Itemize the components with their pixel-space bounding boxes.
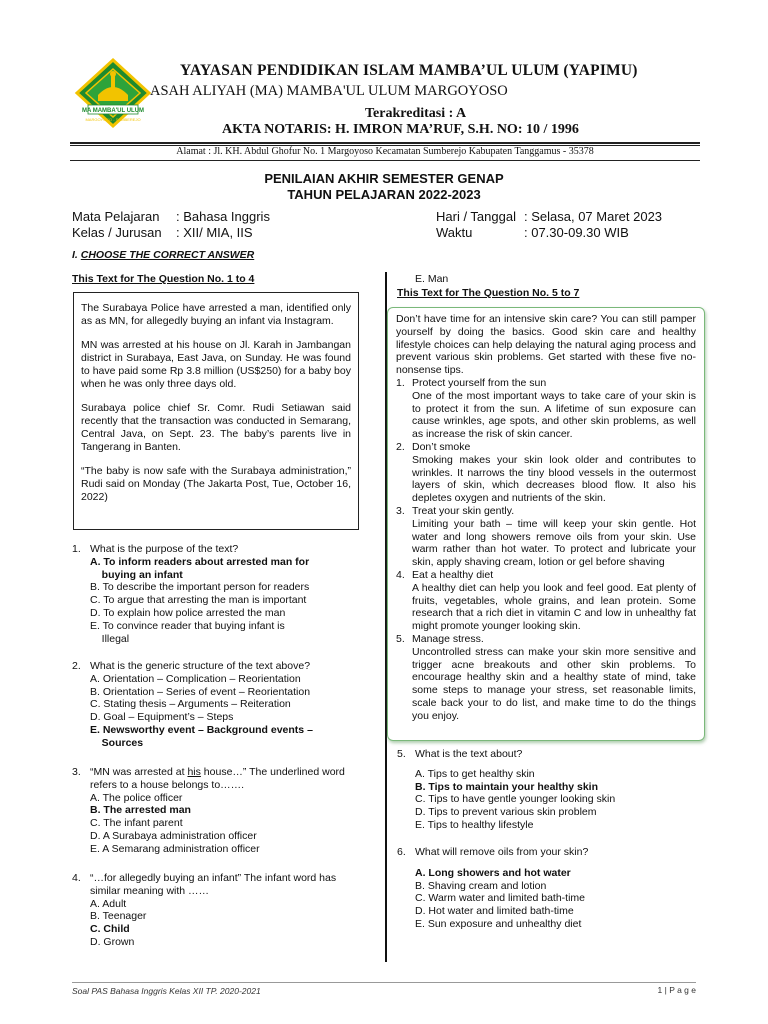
option: E. To convince reader that buying infant is: [90, 619, 285, 632]
option: A. Long showers and hot water: [415, 866, 571, 879]
class-label: Kelas / Jurusan: [72, 225, 162, 240]
option-carryover: E. Man: [415, 273, 449, 285]
option: D. To explain how police arrested the man: [90, 606, 286, 619]
tip-item: [396, 441, 696, 505]
tip-item: [396, 377, 696, 441]
school-logo-icon: [74, 57, 152, 129]
tip-item: [396, 569, 696, 633]
divider: [70, 142, 700, 144]
tip-title: Eat a healthy diet: [412, 568, 494, 581]
tip-body: A healthy diet can help you look and feel good. Eat plenty of fruits, vegetables, whole grains, and lean protein. Some research that a rich diet in vitamin C and low in unhealthy fat might promote younger looking skin.: [412, 581, 696, 633]
school-address: Alamat : Jl. KH. Abdul Ghofur No. 1 Margoyoso Kecamatan Sumberejo Kabupaten Tanggamus - 35378: [176, 146, 594, 157]
question-stem: [90, 766, 362, 792]
option: B. Teenager: [90, 910, 147, 923]
underlined-word: his: [187, 766, 201, 778]
option: C. The infant parent: [90, 817, 183, 830]
option: D. Goal – Equipment’s – Steps: [90, 711, 234, 724]
option: B. Shaving cream and lotion: [415, 879, 547, 892]
svg-text:MA MAMBA'UL ULUM: MA MAMBA'UL ULUM: [81, 108, 145, 114]
option: A. The police officer: [90, 791, 183, 804]
tip-item: [396, 505, 696, 569]
section-prefix: I.: [72, 249, 81, 261]
text1-heading: This Text for The Question No. 1 to 4: [72, 273, 255, 285]
option: C. Stating thesis – Arguments – Reiteration: [90, 698, 291, 711]
exam-title: PENILAIAN AKHIR SEMESTER GENAP: [264, 171, 504, 186]
stem-part: house…” The underlined word refers to a house belongs to…….: [90, 766, 345, 791]
option: E. A Semarang administration officer: [90, 842, 260, 855]
option: A. Adult: [90, 897, 127, 910]
option: A. Orientation – Complication – Reorientation: [90, 672, 301, 685]
tip-body: One of the most important ways to take care of your skin is to protect it from the sun. A lifetime of sun exposure can cause wrinkles, age spots, and other skin problems, as well as increase the risk of skin cancer.: [412, 389, 696, 441]
text1-paragraph: Surabaya police chief Sr. Comr. Rudi Setiawan said recently that the transaction was conducted in Semarang, Central Java, on Sept. 23. The baby’s parents live in Tangerang in Banten.: [81, 402, 351, 453]
question-number: 3.: [72, 766, 81, 778]
time-value: : 07.30-09.30 WIB: [524, 225, 629, 240]
section-heading: [72, 249, 254, 261]
page-number: 1 | P a g e: [657, 985, 696, 995]
option: E. Tips to healthy lifestyle: [415, 818, 534, 831]
option: D. Hot water and limited bath-time: [415, 905, 574, 918]
question-stem: “…for allegedly buying an infant” The infant word has similar meaning with ……: [90, 872, 337, 897]
option: buying an infant: [90, 568, 183, 581]
option: C. To argue that arresting the man is important: [90, 594, 307, 607]
tip-title: Protect yourself from the sun: [412, 376, 547, 389]
option: D. Tips to prevent various skin problem: [415, 806, 597, 819]
svg-text:MARGOYOSO - SUMBEREJO: MARGOYOSO - SUMBEREJO: [85, 117, 141, 122]
text1-paragraph: The Surabaya Police have arrested a man, identified only as as MN, for allegedly buying an infant via Instagram.: [81, 302, 351, 327]
text2-box: [387, 307, 705, 741]
stem-part: “MN was arrested at: [90, 766, 188, 778]
tip-title: Manage stress.: [412, 632, 484, 645]
tip-body: Smoking makes your skin look older and contributes to wrinkles. It narrows the tiny blood vessels in the outermost layers of skin, which decreases blood flow. It also his depletes oxygen and nutrients of the skin.: [412, 453, 696, 505]
subject-label: Mata Pelajaran: [72, 209, 160, 224]
option: E. Sun exposure and unhealthy diet: [415, 917, 582, 930]
notary-deed: AKTA NOTARIS: H. IMRON MA’RUF, S.H. NO: 10 / 1996: [222, 122, 579, 137]
text1-paragraph: MN was arrested at his house on Jl. Karah in Jambangan district in Surabaya, East Java, on Sunday. He was found to have paid some Rp 3.8 million (US$250) for a baby boy when he was only three days old.: [81, 339, 351, 390]
time-label: Waktu: [436, 225, 473, 240]
option: C. Tips to have gentle younger looking skin: [415, 793, 616, 806]
question-4: [72, 872, 362, 949]
subject-value: : Bahasa Inggris: [176, 209, 270, 224]
question-3: [72, 766, 362, 856]
tip-title: Don’t smoke: [412, 440, 471, 453]
option: C. Warm water and limited bath-time: [415, 892, 585, 905]
option: E. Newsworthy event – Background events –: [90, 723, 313, 736]
footer-left: Soal PAS Bahasa Inggris Kelas XII TP. 2020-2021: [72, 982, 696, 996]
question-1: [72, 543, 362, 645]
question-stem: What will remove oils from your skin?: [415, 846, 589, 858]
text2-intro: Don’t have time for an intensive skin care? You can still pamper yourself by doing the basics. Good skin care and healthy lifestyle choices can help delaying the natural aging process and prevent various skin problems. Get started with these five no-nonsense tips.: [396, 313, 696, 377]
tip-item: [396, 633, 696, 723]
question-2: [72, 660, 362, 750]
option: C. Child: [90, 923, 130, 936]
question-number: 5.: [397, 748, 406, 760]
tip-number: 3.: [396, 504, 405, 517]
exam-year: TAHUN PELAJARAN 2022-2023: [287, 187, 481, 202]
tip-body: Limiting your bath – time will keep your skin gentle. Hot water and long showers remove oils from your skin. Use warm rather than hot water. To protect and lubricate your skin, apply shaving cream, lotion or gel before shaving: [412, 517, 696, 569]
question-number: 6.: [397, 846, 406, 858]
option: D. Grown: [90, 935, 135, 948]
option: B. Tips to maintain your healthy skin: [415, 780, 599, 793]
question-5: [397, 748, 707, 832]
text1-paragraph: “The baby is now safe with the Surabaya administration,” Rudi said on Monday (The Jakarta Post, Tue, October 16, 2022): [81, 465, 351, 503]
tip-number: 4.: [396, 568, 405, 581]
question-number: 2.: [72, 660, 81, 672]
tip-number: 2.: [396, 440, 405, 453]
tip-number: 5.: [396, 632, 405, 645]
school-name: ASAH ALIYAH (MA) MAMBA'UL ULUM MARGOYOSO: [150, 83, 508, 99]
option: B. Orientation – Series of event – Reorientation: [90, 685, 311, 698]
day-label: Hari / Tanggal: [436, 209, 516, 224]
accreditation: Terakreditasi : A: [365, 106, 467, 121]
question-stem: What is the generic structure of the text above?: [90, 660, 311, 672]
question-number: 4.: [72, 872, 81, 884]
option: Illegal: [90, 632, 130, 645]
text1-box: [73, 292, 359, 530]
tip-number: 1.: [396, 376, 405, 389]
foundation-name: YAYASAN PENDIDIKAN ISLAM MAMBA’UL ULUM (YAPIMU): [180, 62, 638, 79]
question-number: 1.: [72, 543, 81, 555]
text2-heading: This Text for The Question No. 5 to 7: [397, 287, 580, 299]
question-6: [397, 846, 707, 931]
divider: [70, 160, 700, 161]
tip-body: Uncontrolled stress can make your skin more sensitive and trigger acne breakouts and other skin problems. To encourage healthy skin and a healthy state of mind, take some steps to manage your stress, set reasonable limits, scale back your to do list, and make time to do the things you enjoy.: [412, 645, 696, 722]
school-logo: [74, 57, 152, 129]
option: B. To describe the important person for readers: [90, 581, 310, 594]
day-value: : Selasa, 07 Maret 2023: [524, 209, 663, 224]
option: Sources: [90, 736, 144, 749]
question-stem: What is the purpose of the text?: [90, 543, 239, 555]
option: A. Tips to get healthy skin: [415, 767, 535, 780]
option: D. A Surabaya administration officer: [90, 829, 257, 842]
section-title: CHOOSE THE CORRECT ANSWER: [80, 249, 255, 261]
option: A. To inform readers about arrested man for: [90, 555, 310, 568]
class-value: : XII/ MIA, IIS: [176, 225, 253, 240]
question-stem: What is the text about?: [415, 748, 523, 760]
option: B. The arrested man: [90, 804, 191, 817]
tip-title: Treat your skin gently.: [412, 504, 515, 517]
